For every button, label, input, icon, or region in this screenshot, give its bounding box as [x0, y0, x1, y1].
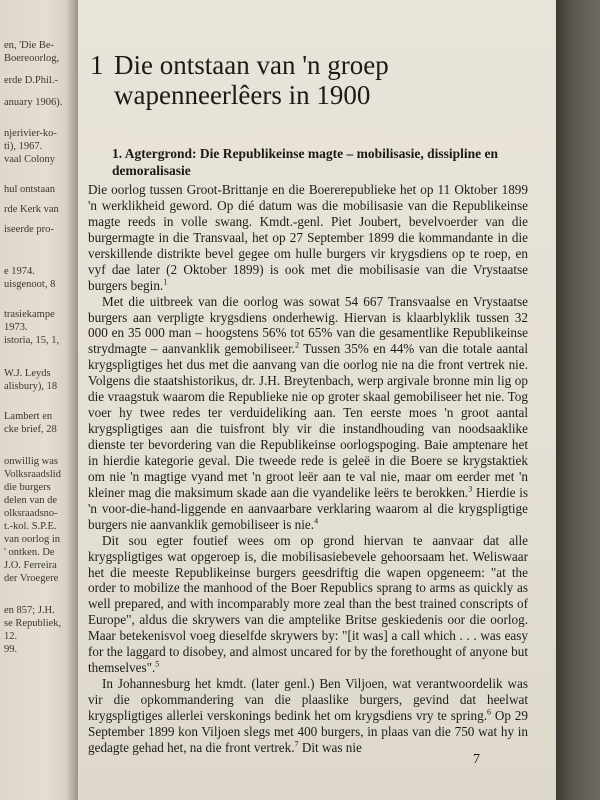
facing-page-line: die burgers — [4, 482, 51, 493]
facing-page-line: vaal Colony — [4, 154, 56, 165]
facing-page-line: Lambert en — [4, 411, 53, 422]
chapter-title: Die ontstaan van 'n groep wapenneerlêers in 1900 — [114, 50, 389, 110]
facing-page-line: trasiekampe — [4, 309, 55, 320]
facing-page-line: onwillig was — [4, 456, 58, 467]
facing-page-line: alisbury), 18 — [4, 381, 58, 392]
facing-page-line: W.J. Leyds — [4, 368, 51, 379]
paragraph: In Johannesburg het kmdt. (later genl.) Ben Viljoen, wat verantwoordelik was vir die opkommandering van die plaaslike burgers, gevind dat heelwat krygspligtiges allerlei verskonings bedink het om krygsdiens vry te spring.$^6$ Op 29 September 1899 kon Viljoen slegs met 400 burgers, in plaas van die 750 wat hy in gedagte gehad het, na die front vertrek.$^7$ Dit was nie — [88, 676, 528, 755]
facing-page-line: 1973. — [4, 322, 28, 333]
facing-page-line: iseerde pro- — [4, 224, 54, 235]
facing-page-line: ti), 1967. — [4, 141, 43, 152]
facing-page-line: se Republiek, — [4, 618, 62, 629]
facing-page-line: en 857; J.H. — [4, 605, 55, 616]
facing-page-line: t.-kol. S.P.E. — [4, 521, 57, 532]
page-number: 7 — [473, 752, 480, 767]
paragraph: Die oorlog tussen Groot-Brittanje en die Boererepublieke het op 11 Oktober 1899 'n werklikheid geword. Op dié datum was die mobilisasie van die Republikeinse magte reeds in volle swang. Kmdt.-genl. Piet Joubert, bevelvoerder van die burgermagte in die Transvaal, het op 27 September 1899 die kommandante in die verskillende distrikte bevel gegee om hulle burgers vir krygsdiens op te roep, en vyf dae later (2 Oktober 1899) is ook met die mobilisasie van die Vrystaatse burgers begin.$^1$ — [88, 182, 528, 293]
facing-page-line: Boereoorlog, — [4, 53, 60, 64]
facing-page-line: hul ontstaan — [4, 184, 56, 195]
facing-page-line: cke brief, 28 — [4, 424, 57, 435]
paragraph: Dit sou egter foutief wees om op grond hiervan te aanvaar dat alle krygspligtiges wat opgeroep is, die mobilisasiebevele gehoorsaam het. Weliswaar het die meeste Republikeinse burgers geesdriftig die wapen opgeneem: "at the order to mobilize the manhood of the Boer Republics sprang to arms as quickly as well prepared, and with incomparably more zeal than the best trained conscripts of Europe", aldus die skrywers van die amptelike Britse geskiedenis oor die oorlog. Maar betekenisvol voeg dieselfde skrywers by: "[it was] a call which . . . was easy for the laggard to disobey, and almost uncared for by the forethought of anyone but themselves".$^5$ — [88, 532, 528, 676]
facing-page-line: rde Kerk van — [4, 204, 59, 215]
facing-page-line: van oorlog in — [4, 534, 60, 545]
facing-page-line: J.O. Ferreira — [4, 560, 57, 571]
book-page — [78, 0, 556, 800]
section-heading: 1. Agtergrond: Die Republikeinse magte – mobilisasie, dissipline en demoralisasie — [112, 146, 499, 178]
facing-page-line: delen van de — [4, 495, 58, 506]
background-edge — [556, 0, 600, 800]
facing-page-line: anuary 1906). — [4, 97, 63, 108]
chapter-number: 1 — [90, 50, 104, 80]
facing-page-line: en, 'Die Be- — [4, 40, 54, 51]
facing-page-line: njerivier-ko- — [4, 128, 57, 139]
facing-page-line: istoria, 15, 1, — [4, 335, 60, 346]
facing-page-line: erde D.Phil.- — [4, 75, 58, 86]
facing-page-line: der Vroegere — [4, 573, 59, 584]
facing-page-line: Volksraadslid — [4, 469, 61, 480]
facing-page-line: 12. — [4, 631, 18, 642]
facing-page-line: ' ontken. De — [4, 547, 55, 558]
facing-page-line: olksraadsno- — [4, 508, 58, 519]
facing-page-line: uisgenoot, 8 — [4, 279, 56, 290]
facing-page-line: e 1974. — [4, 266, 35, 277]
paragraph: Met die uitbreek van die oorlog was sowat 54 667 Transvaalse en Vrystaatse burgers aan verpligte krygsdiens onderhewig. Hiervan is klaarblyklik tussen 32 000 en 35 000 man – hoogstens 56% tot 65% van die gesamentlike Republikeinse strydmagte – aanvanklik gemobiliseer.$^2$ Tussen 35% en 44% van die totale aantal krygspligtiges het dus met die aanvang van die oorlog nie na die front vertrek nie. Volgens die staatshistorikus, dr. J.H. Breytenbach, werp argivale bronne min lig op die vraagstuk waarom die Republieke nie op groter skaal gemobiliseer het nie. Tog voer hy twee redes ter verduideliking aan. Ten eerste moes 'n groot aantal krygspligtiges aan die tuisfront bly vir die instandhouding van noodsaaklike dienste ter bevordering van die Republikeinse oorlogspoging. Baie amptenare het in hierdie kategorie geval. Die tweede rede is geleë in die Boere se krygstaktiek om nie 'n magtige vyand met 'n groot leër aan te val nie, maar om eerder met 'n kleiner mag die maksimum skade aan die vyandelike leërs te berokken.$^3$ Hierdie is 'n voor-die-hand-liggende en aanvaarbare verklaring waarom al die krygspligtige burgers nie aanvanklik gemobiliseer is nie.$^4$ — [88, 293, 528, 532]
body-text — [88, 182, 528, 756]
facing-page-line: 99. — [4, 644, 18, 655]
